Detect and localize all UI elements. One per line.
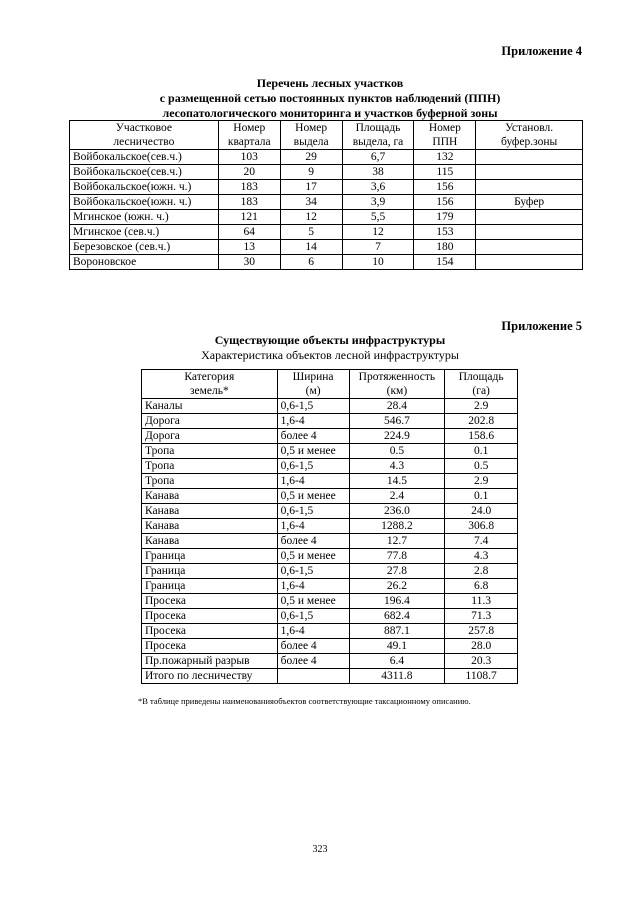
- table-row: Войбокальское(южн. ч.) 183 34 3,9 156 Буфер: [70, 195, 583, 210]
- header-area-ha: Площадь (га): [445, 370, 518, 399]
- table-row: Войбокальское(южн. ч.) 183 17 3,6 156: [70, 180, 583, 195]
- header-ppn: Номер ППН: [414, 121, 476, 150]
- table-row: Каналы 0,6-1,5 28.4 2.9: [142, 399, 518, 414]
- appendix-5-label: Приложение 5: [501, 319, 582, 333]
- appendix-4-title-line-2: с размещенной сетью постоянных пунктов наблюдений (ППН): [159, 91, 501, 105]
- table-row: Просека 1,6-4 887.1 257.8: [142, 624, 518, 639]
- table-row: Войбокальское(сев.ч.) 103 29 6,7 132: [70, 150, 583, 165]
- table-row: Просека 0,6-1,5 682.4 71.3: [142, 609, 518, 624]
- appendix-5-header-row: [142, 370, 518, 399]
- table-row: Пр.пожарный разрыв более 4 6.4 20.3: [142, 654, 518, 669]
- table-row: Граница 1,6-4 26.2 6.8: [142, 579, 518, 594]
- table-row: Березовское (сев.ч.) 13 14 7 180: [70, 240, 583, 255]
- header-buffer: Установл. буфер.зоны: [476, 121, 583, 150]
- appendix-4-label: Приложение 4: [501, 44, 582, 58]
- appendix-4-title-line-3: лесопатологического мониторинга и участков буферной зоны: [162, 106, 498, 120]
- table-row: Просека более 4 49.1 28.0: [142, 639, 518, 654]
- table-row: Войбокальское(сев.ч.) 20 9 38 115: [70, 165, 583, 180]
- appendix-4-header-row: [70, 121, 583, 150]
- table-row: Вороновское 30 6 10 154: [70, 255, 583, 270]
- table-row: Дорога более 4 224.9 158.6: [142, 429, 518, 444]
- header-length: Протяженность (км): [349, 370, 445, 399]
- appendix-5-subtitle: Характеристика объектов лесной инфраструктуры: [201, 348, 459, 362]
- page-number: 323: [312, 844, 328, 855]
- table-row: Мгинское (южн. ч.) 121 12 5,5 179: [70, 210, 583, 225]
- table-row: Тропа 1,6-4 14.5 2.9: [142, 474, 518, 489]
- table-row: Мгинское (сев.ч.) 64 5 12 153: [70, 225, 583, 240]
- table-row: Граница 0,5 и менее 77.8 4.3: [142, 549, 518, 564]
- header-quarter: Номер квартала: [218, 121, 280, 150]
- header-forestry: Участковое лесничество: [70, 121, 219, 150]
- table-row: Граница 0,6-1,5 27.8 2.8: [142, 564, 518, 579]
- header-allotment: Номер выдела: [280, 121, 342, 150]
- table-row: Канава 1,6-4 1288.2 306.8: [142, 519, 518, 534]
- table-row: Дорога 1,6-4 546.7 202.8: [142, 414, 518, 429]
- table-row: Канава 0,6-1,5 236.0 24.0: [142, 504, 518, 519]
- total-row: Итого по лесничеству 4311.8 1108.7: [142, 669, 518, 684]
- table-row: Тропа 0,6-1,5 4.3 0.5: [142, 459, 518, 474]
- header-land-category: Категория земель*: [142, 370, 278, 399]
- table-row: Просека 0,5 и менее 196.4 11.3: [142, 594, 518, 609]
- table-row: Тропа 0,5 и менее 0.5 0.1: [142, 444, 518, 459]
- appendix-4-title-line-1: Перечень лесных участков: [256, 76, 404, 90]
- appendix-4-title: [60, 76, 600, 121]
- appendix-5-footnote: *В таблице приведены наименованияобъектов соответствующие таксационному описанию.: [138, 696, 471, 706]
- table-row: Канава более 4 12.7 7.4: [142, 534, 518, 549]
- header-area: Площадь выдела, га: [342, 121, 414, 150]
- appendix-5-title: Существующие объекты инфраструктуры: [214, 333, 446, 347]
- header-width: Ширина (м): [277, 370, 349, 399]
- appendix-4-table: [69, 120, 583, 270]
- appendix-5-table: [141, 369, 518, 684]
- table-row: Канава 0,5 и менее 2.4 0.1: [142, 489, 518, 504]
